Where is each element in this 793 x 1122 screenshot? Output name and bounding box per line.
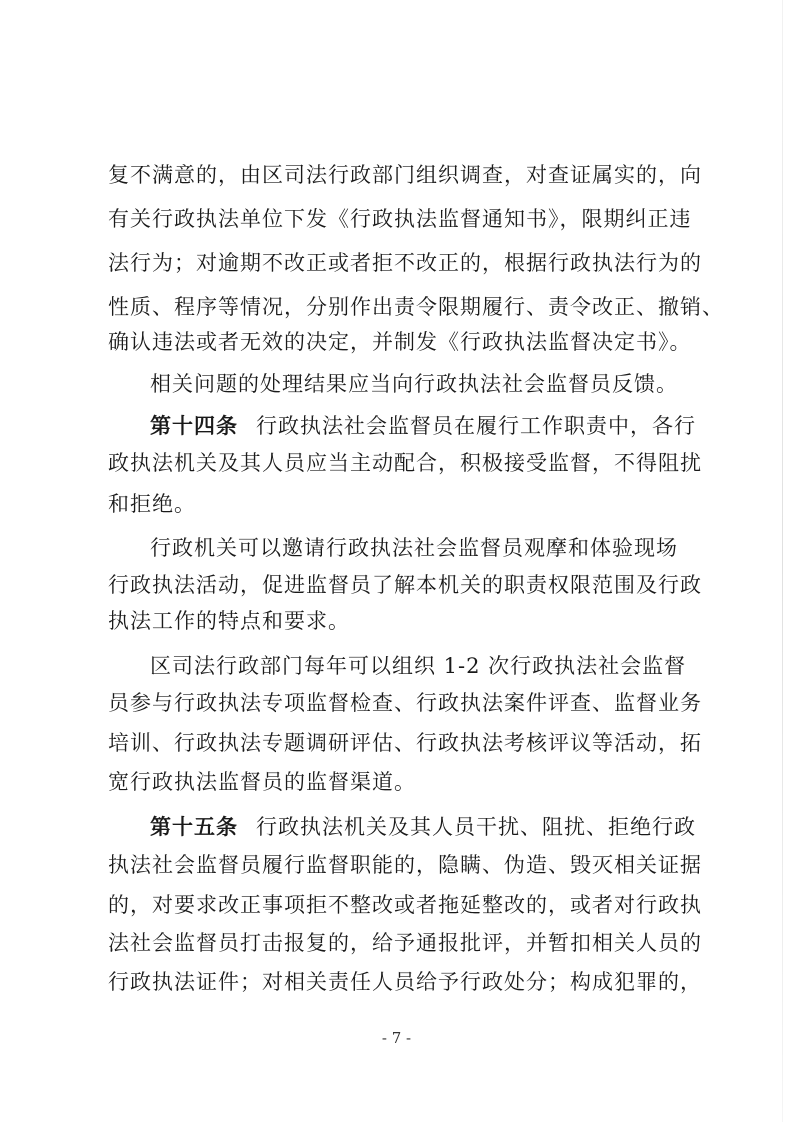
text-line: 政执法机关及其人员应当主动配合，积极接受监督，不得阻扰	[108, 451, 702, 475]
text-line: 行政机关可以邀请行政执法社会监督员观摩和体验现场	[150, 536, 678, 560]
text-line: 培训、行政执法专题调研评估、行政执法考核评议等活动，拓	[108, 731, 702, 755]
text-line: 区司法行政部门每年可以组织 1-2 次行政执法社会监督	[150, 654, 687, 678]
text-line: 复不满意的，由区司法行政部门组织调查，对查证属实的，向	[108, 163, 702, 187]
text-line: 员参与行政执法专项监督检查、行政执法案件评查、监督业务	[108, 691, 702, 715]
text-line: 宽行政执法监督员的监督渠道。	[108, 770, 416, 794]
text-line: 有关行政执法单位下发《行政执法监督通知书》，限期纠正违	[108, 207, 692, 231]
text-line: 的，对要求改正事项拒不整改或者拖延整改的，或者对行政执	[108, 893, 702, 917]
text-line: 确认违法或者无效的决定，并制发《行政执法监督决定书》。	[108, 330, 692, 354]
text-span: 行政执法机关及其人员干扰、阻扰、拒绝行政	[256, 815, 696, 839]
article-15-heading: 第十五条	[150, 814, 238, 839]
text-span: 行政执法社会监督员在履行工作职责中，各行	[256, 414, 696, 438]
text-line: 行政执法证件；对相关责任人员给予行政处分；构成犯罪的，	[108, 970, 702, 994]
scan-edge-shadow	[782, 0, 783, 1122]
text-line: 性质、程序等情况，分别作出责令限期履行、责令改正、撤销、	[108, 295, 724, 319]
text-line: 法社会监督员打击报复的，给予通报批评，并暂扣相关人员的	[108, 931, 702, 955]
text-line: 相关问题的处理结果应当向行政执法社会监督员反馈。	[150, 372, 678, 396]
text-line: 行政执法活动，促进监督员了解本机关的职责权限范围及行政	[108, 573, 702, 597]
text-line: 执法工作的特点和要求。	[108, 609, 350, 633]
article-14-first-line	[150, 412, 696, 440]
page-number: - 7 -	[381, 1029, 412, 1047]
article-14-heading: 第十四条	[150, 413, 238, 438]
text-line: 法行为；对逾期不改正或者拒不改正的，根据行政执法行为的	[108, 251, 702, 275]
text-line: 和拒绝。	[108, 492, 196, 516]
text-line: 执法社会监督员履行监督职能的，隐瞒、伪造、毁灭相关证据	[108, 853, 702, 877]
article-15-first-line	[150, 813, 696, 841]
